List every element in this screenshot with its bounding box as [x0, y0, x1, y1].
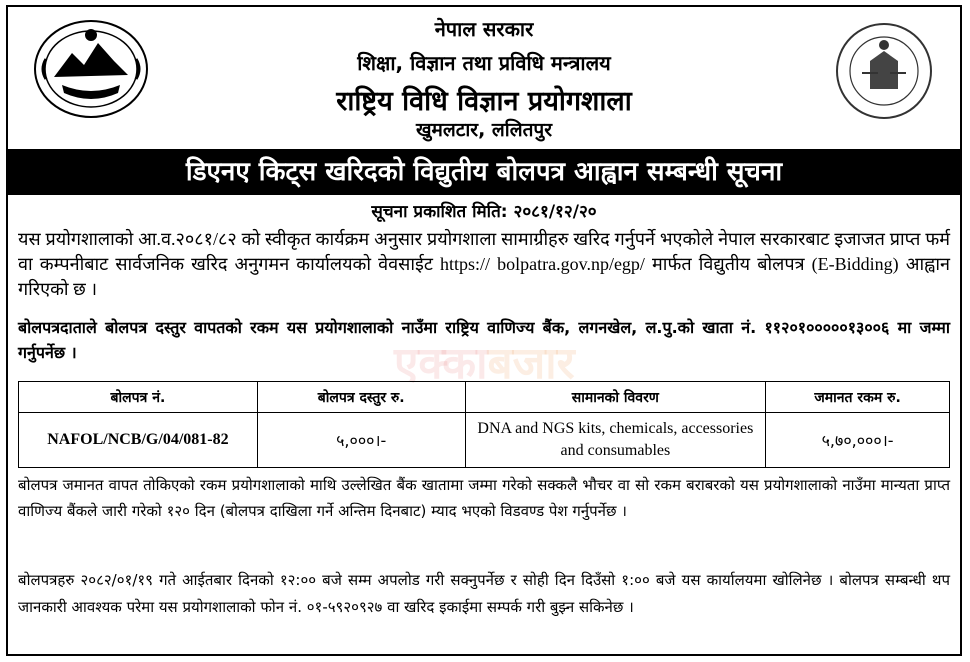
lab-name: राष्ट्रिय विधि विज्ञान प्रयोगशाला [336, 86, 632, 117]
publish-date: सूचना प्रकाशित मिति: २०८१/१२/२० [371, 202, 597, 222]
forensic-lab-seal-icon [834, 21, 934, 121]
paragraph-bank-account: बोलपत्रदाताले बोलपत्र दस्तुर वापतको रकम यस प्रयोगशालाको नाउँमा राष्ट्रिय वाणिज्य बैंक, लगनखेल, ल.पु.को खाता नं. ११२०१०००००१३००६ मा जम्मा गर्नुपर्नेछ । [18, 318, 950, 362]
paragraph-intro: यस प्रयोगशालाको आ.व.२०८१/८२ को स्वीकृत कार्यक्रम अनुसार प्रयोगशाला सामाग्रीहरु खरिद गर्नुपर्ने भएकोले नेपाल सरकारबाट इजाजत प्राप्त फर्म वा कम्पनीबाट सार्वजनिक खरिद अनुगमन कार्यालयको वेवसाईट https:// bolpatra.gov.np/egp/ मार्फत विद्युतीय बोलपत्र (E-Bidding) आह्वान गरिएको छ । [18, 229, 950, 299]
bid-no-cell: NAFOL/NCB/G/04/081-82 [19, 413, 258, 468]
bid-fee-cell: ५,०००।- [257, 413, 465, 468]
ministry-name: शिक्षा, विज्ञान तथा प्रविधि मन्त्रालय [357, 51, 611, 75]
govt-name: नेपाल सरकार [434, 17, 534, 41]
watermark: एक्काबजार [394, 338, 575, 389]
header-bid-no: बोलपत्र नं. [19, 382, 258, 413]
notice-title: डिएनए किट्स खरिदको विद्युतीय बोलपत्र आह्वान सम्बन्धी सूचना [8, 149, 960, 195]
paragraph-submission: बोलपत्रहरु २०८२/०१/१९ गते आईतबार दिनको १२:०० बजे सम्म अपलोड गरी सक्नुपर्नेछ र सोही दिन दिउँसो १:०० बजे यस कार्यालयमा खोलिनेछ । बोलपत्र सम्बन्धी थप जानकारी आवश्यक परेमा यस प्रयोगशालाको फोन नं. ०१-५९२०९२७ वा खरिद इकाईमा सम्पर्क गरी बुझ्न सकिनेछ । [18, 571, 950, 616]
security-amount-cell: ५,७०,०००।- [766, 413, 950, 468]
description-cell: DNA and NGS kits, chemicals, accessories and consumables [465, 413, 766, 468]
header-security-amount: जमानत रकम रु. [766, 382, 950, 413]
letterhead [8, 7, 960, 145]
table-row [19, 413, 950, 468]
paragraph-bid-security: बोलपत्र जमानत वापत तोकिएको रकम प्रयोगशालाको माथि उल्लेखित बैंक खातामा जम्मा गरेको सक्कलै भौचर वा सो रकम बराबरको यस प्रयोगशालाको नाउँमा मान्यता प्राप्त वाणिज्य बैंकले जारी गरेको १२० दिन (बोलपत्र दाखिला गर्ने अन्तिम दिनबाट) म्याद भएको विडवण्ड पेश गर्नुपर्नेछ । [18, 476, 950, 520]
table-header-row [19, 382, 950, 413]
notice [6, 5, 962, 656]
header-bid-fee: बोलपत्र दस्तुर रु. [257, 382, 465, 413]
bid-table [18, 381, 950, 468]
lab-address: खुमलटार, ललितपुर [416, 119, 552, 141]
header-description: सामानको विवरण [465, 382, 766, 413]
